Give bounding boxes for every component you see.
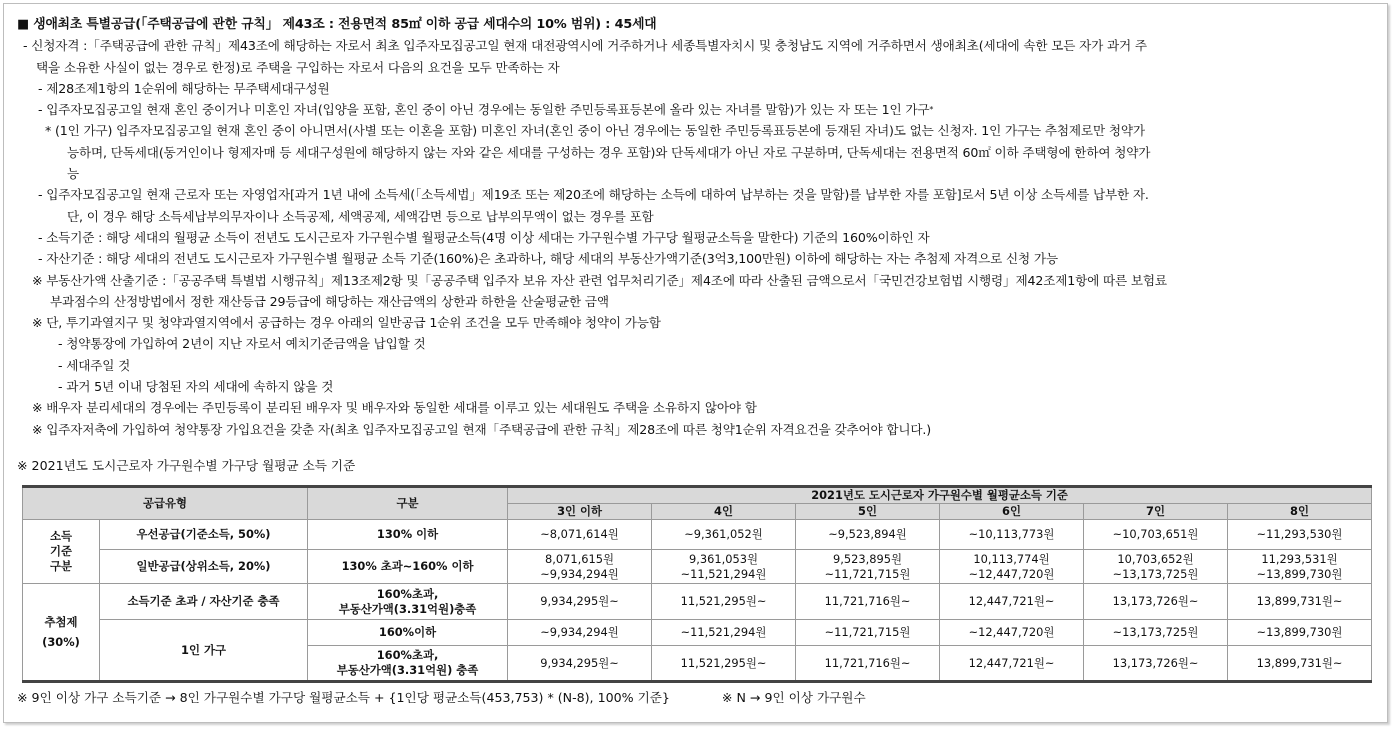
note-line: 능 xyxy=(67,166,80,182)
requirement-text: - 입주자모집공고일 현재 혼인 중이거나 미혼인 자녀(입양을 포함, 혼인 중이 아닌 경우에는 동일한 주민등록표등본에 올라 있는 자녀를 말함)가 있는 자 또는 1인 가구 xyxy=(38,102,930,118)
income-value: 11,721,716원~ xyxy=(796,584,940,620)
income-value: 13,899,731원~ xyxy=(1228,584,1372,620)
eligibility-line: - 신청자격 :「주택공급에 관한 규칙」제43조에 해당하는 자로서 최초 입주자모집공고일 현재 대전광역시에 거주하거나 세종특별자치시 및 충청남도 지역에 거주하면서 생애최초(세대에 속한 모든 자가 과거 주 xyxy=(23,38,1147,54)
condition-item: - 세대주일 것 xyxy=(58,357,131,373)
income-value: ~11,521,294원 xyxy=(652,620,796,646)
table-row xyxy=(23,620,1372,646)
income-value: 13,173,726원~ xyxy=(1084,646,1228,682)
requirement-item: - 자산기준 : 해당 세대의 전년도 도시근로자 가구원수별 월평균 소득 기준(160%)은 초과하나, 해당 세대의 부동산가액기준(3억3,100만원) 이하에 해당하는 자는 추첨제 자격으로 신청 가능 xyxy=(38,251,1058,267)
category: 160%초과, 부동산가액(3.31억원)충족 xyxy=(308,584,508,620)
income-value: ~13,899,730원 xyxy=(1228,620,1372,646)
income-value: ~9,934,294원 xyxy=(508,620,652,646)
income-value: 11,521,295원~ xyxy=(652,584,796,620)
income-value: 9,934,295원~ xyxy=(508,646,652,682)
header-supply-type: 공급유형 xyxy=(23,487,308,520)
income-value: ~11,721,715원 xyxy=(796,620,940,646)
income-value: ~11,293,530원 xyxy=(1228,520,1372,550)
supply-type: 일반공급(상위소득, 20%) xyxy=(100,550,308,584)
table-footnote xyxy=(17,687,866,708)
header-household-size: 5인 xyxy=(796,504,940,520)
group-lottery: 추첨제 (30%) xyxy=(23,584,100,682)
reference-note: 부과점수의 산정방법에서 정한 재산등급 29등급에 해당하는 재산금액의 상한과 하한을 산술평균한 금액 xyxy=(50,293,609,309)
requirement-item: - 제28조제1항의 1순위에 해당하는 무주택세대구성원 xyxy=(38,80,330,96)
requirement-item: - 소득기준 : 해당 세대의 월평균 소득이 전년도 도시근로자 가구원수별 월평균소득(4명 이상 세대는 가구원수별 가구당 월평균소득을 말한다) 기준의 160%이하인 자 xyxy=(38,229,930,245)
income-standard-table xyxy=(22,485,1372,683)
income-value: ~9,523,894원 xyxy=(796,520,940,550)
income-value: 11,293,531원 ~13,899,730원 xyxy=(1228,550,1372,584)
income-value: 8,071,615원 ~9,934,294원 xyxy=(508,550,652,584)
income-value: 13,899,731원~ xyxy=(1228,646,1372,682)
header-household-size: 6인 xyxy=(940,504,1084,520)
income-value: 9,361,053원 ~11,521,294원 xyxy=(652,550,796,584)
income-value: 10,113,774원 ~12,447,720원 xyxy=(940,550,1084,584)
category: 130% 초과~160% 이하 xyxy=(308,550,508,584)
income-value: 11,521,295원~ xyxy=(652,646,796,682)
supply-type: 우선공급(기준소득, 50%) xyxy=(100,520,308,550)
footnote-formula: ※ 9인 이상 가구 소득기준 → 8인 가구원수별 가구당 월평균소득 + {1인당 평균소득(453,753) * (N-8), 100% 기준} xyxy=(17,690,670,705)
reference-note: ※ 단, 투기과열지구 및 청약과열지역에서 공급하는 경우 아래의 일반공급 1순위 조건을 모두 만족해야 청약이 가능함 xyxy=(32,315,661,331)
requirement-item: - 입주자모집공고일 현재 근로자 또는 자영업자[과거 1년 내에 소득세(「소득세법」제19조 또는 제20조에 해당하는 소득에 대하여 납부하는 것을 말함)를 납부한 자를 포함]로서 5년 이상 소득세를 납부한 자. xyxy=(38,187,1149,203)
header-household-size: 8인 xyxy=(1228,504,1372,520)
header-household-size: 3인 이하 xyxy=(508,504,652,520)
requirement-item: 단, 이 경우 해당 소득세납부의무자이나 소득공제, 세액공제, 세액감면 등으로 납부의무액이 없는 경우를 포함 xyxy=(67,208,654,224)
income-value: ~12,447,720원 xyxy=(940,620,1084,646)
income-value: ~13,173,725원 xyxy=(1084,620,1228,646)
condition-item: - 과거 5년 이내 당첨된 자의 세대에 속하지 않을 것 xyxy=(58,379,334,395)
supply-type: 1인 가구 xyxy=(100,620,308,682)
income-value: 13,173,726원~ xyxy=(1084,584,1228,620)
reference-note: ※ 배우자 분리세대의 경우에는 주민등록이 분리된 배우자 및 배우자와 동일한 세대를 이루고 있는 세대원도 주택을 소유하지 않아야 함 xyxy=(32,400,757,416)
reference-note: ※ 입주자저축에 가입하여 청약통장 가입요건을 갖춘 자(최초 입주자모집공고일 현재「주택공급에 관한 규칙」제28조에 따른 청약1순위 자격요건을 갖추어야 합니다.) xyxy=(32,421,932,437)
condition-item: - 청약통장에 가입하여 2년이 지난 자로서 예치기준금액을 납입할 것 xyxy=(58,336,426,352)
income-value: 12,447,721원~ xyxy=(940,584,1084,620)
income-value: ~10,113,773원 xyxy=(940,520,1084,550)
note-line: * (1인 가구) 입주자모집공고일 현재 혼인 중이 아니면서(사별 또는 이혼을 포함) 미혼인 자녀(혼인 중이 아닌 경우에는 동일한 주민등록표등본에 등재된 자녀)도 없는 신청자. 1인 가구는 추첨제로만 청약가 xyxy=(45,123,1145,139)
eligibility-line: 택을 소유한 사실이 없는 경우로 한정)로 주택을 구입하는 자로서 다음의 요건을 모두 만족하는 자 xyxy=(36,59,560,75)
header-income-standard: 2021년도 도시근로자 가구원수별 월평균소득 기준 xyxy=(508,487,1372,504)
supply-type: 소득기준 초과 / 자산기준 충족 xyxy=(100,584,308,620)
table-caption: ※ 2021년도 도시근로자 가구원수별 가구당 월평균 소득 기준 xyxy=(17,458,356,473)
income-value: 10,703,652원 ~13,173,725원 xyxy=(1084,550,1228,584)
section-heading: ■ 생애최초 특별공급(「주택공급에 관한 규칙」 제43조 : 전용면적 85㎡ 이하 공급 세대수의 10% 범위) : 45세대 xyxy=(17,17,657,32)
income-value: 9,934,295원~ xyxy=(508,584,652,620)
table-row xyxy=(23,584,1372,620)
table-row xyxy=(23,550,1372,584)
document-body xyxy=(17,14,1375,440)
table-row xyxy=(23,520,1372,550)
category: 160%이하 xyxy=(308,620,508,646)
reference-note: ※ 부동산가액 산출기준 :「공공주택 특별법 시행규칙」제13조제2항 및「공공주택 입주자 보유 자산 관련 업무처리기준」제4조에 따라 산출된 금액으로서「국민건강보험법 시행령」제42조제1항에 따른 보험료 xyxy=(32,272,1167,288)
income-value: 12,447,721원~ xyxy=(940,646,1084,682)
requirement-item xyxy=(17,99,1375,120)
header-household-size: 7인 xyxy=(1084,504,1228,520)
footnote-definition: ※ N → 9인 이상 가구원수 xyxy=(721,690,866,705)
income-value: 9,523,895원 ~11,721,715원 xyxy=(796,550,940,584)
header-category: 구분 xyxy=(308,487,508,520)
group-income: 소득 기준 구분 xyxy=(23,520,100,584)
income-value: ~8,071,614원 xyxy=(508,520,652,550)
category: 130% 이하 xyxy=(308,520,508,550)
income-value: 11,721,716원~ xyxy=(796,646,940,682)
note-line: 능하며, 단독세대(동거인이나 형제자매 등 세대구성원에 해당하지 않는 자와 같은 세대를 구성하는 경우 포함)와 단독세대가 아닌 자로 구분하며, 단독세대는 전용면적 60㎡ 이하 주택형에 한하여 청약가 xyxy=(67,144,1151,160)
header-household-size: 4인 xyxy=(652,504,796,520)
category: 160%초과, 부동산가액(3.31억원) 충족 xyxy=(308,646,508,682)
income-value: ~10,703,651원 xyxy=(1084,520,1228,550)
income-value: ~9,361,052원 xyxy=(652,520,796,550)
footnote-mark: * xyxy=(929,105,934,115)
